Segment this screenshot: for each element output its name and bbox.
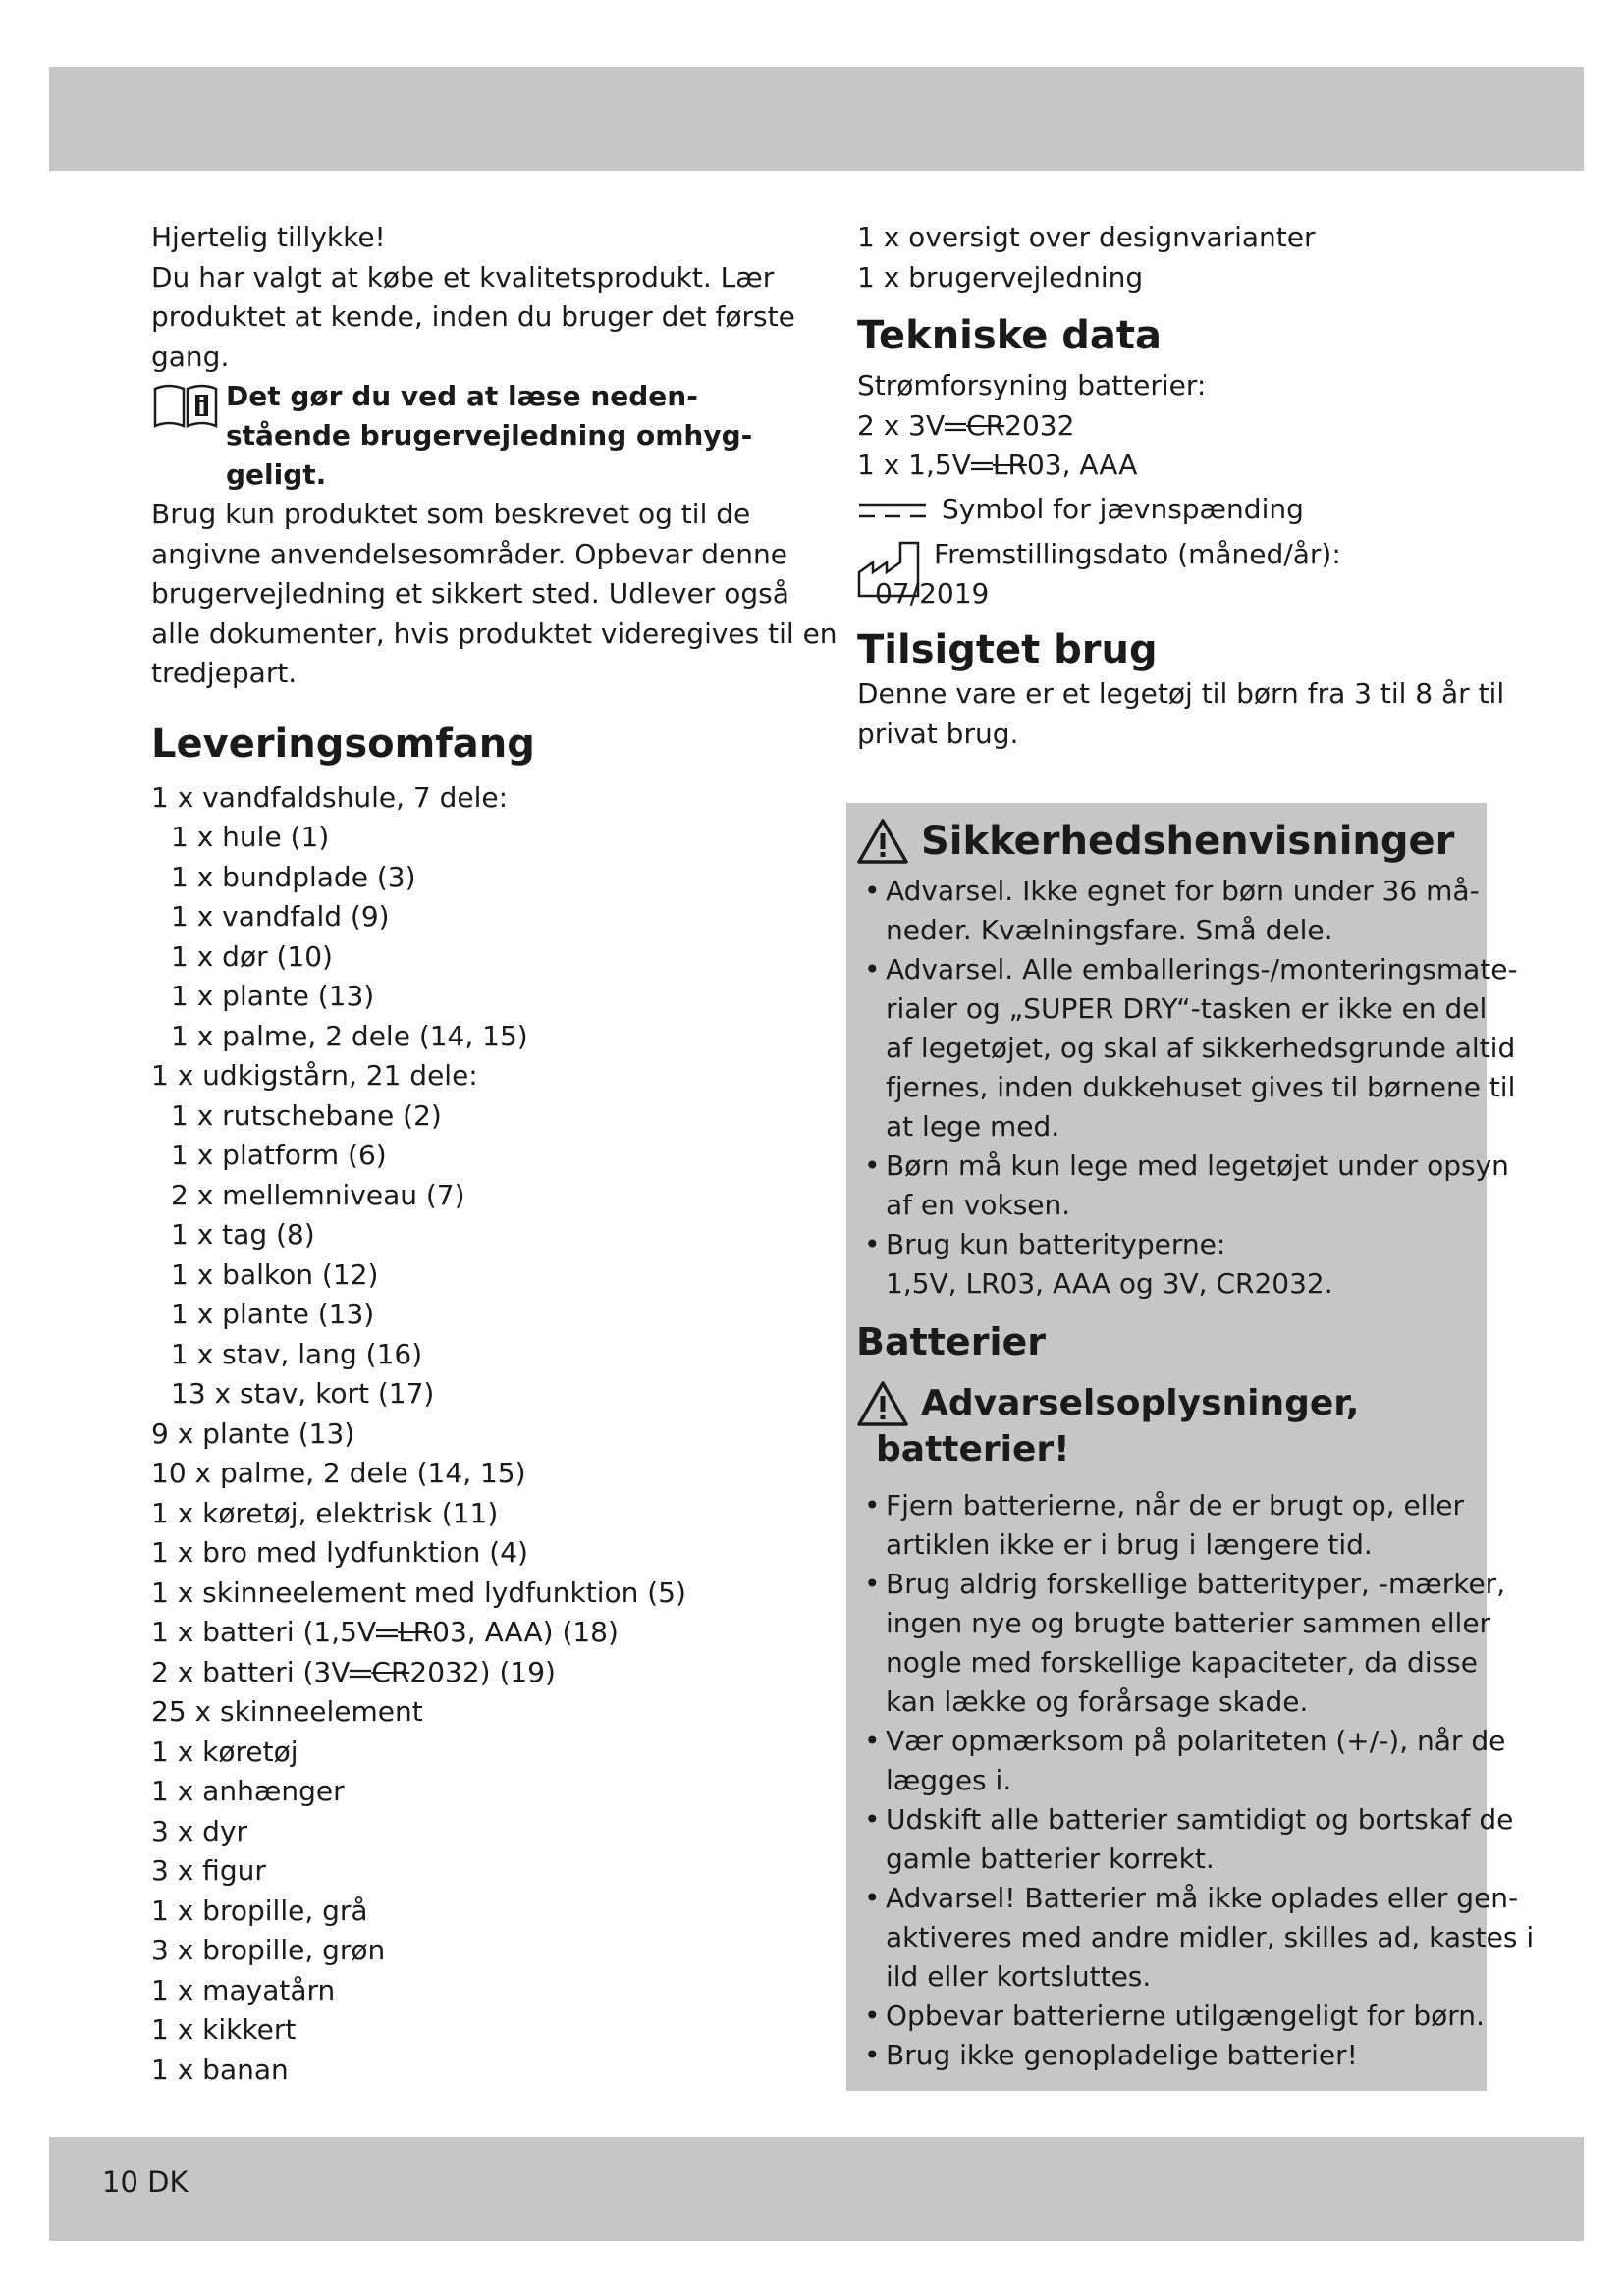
bullet-line: • Fjern batterierne, når de er brugt op, eller: [886, 1489, 1464, 1522]
delivery-item-battery: 1 x batteri (1,5V LR03, AAA) (18): [151, 1616, 619, 1648]
delivery-item: 1 x vandfaldshule, 7 dele:: [151, 780, 509, 814]
bullet-line: • Udskift alle batterier samtidigt og bortskaf de: [886, 1803, 1514, 1836]
bullet-line: neder. Kvælningsfare. Små dele.: [886, 914, 1333, 946]
delivery-item: 1 x tag (8): [171, 1218, 315, 1251]
intended-use-text: [857, 674, 1505, 754]
manufacture-label: Fremstillingsdato (måned/år):: [934, 538, 1341, 570]
page-number: 10 DK: [102, 2165, 189, 2199]
info-book-icon: [151, 381, 220, 428]
bullet-line: ild eller kortsluttes.: [886, 1960, 1152, 1993]
delivery-item: 1 x stav, lang (16): [171, 1337, 423, 1370]
safety-heading: Sikkerhedshenvisninger: [921, 819, 1455, 864]
bullet-line: af legetøjet, og skal af sikkerhedsgrunde altid: [886, 1032, 1516, 1064]
battery-list: [856, 1486, 1535, 2075]
bullet-line: nogle med forskellige kapaciteter, da disse: [886, 1646, 1478, 1679]
batteries-heading: Batterier: [856, 1320, 1046, 1363]
bullet-line: fjernes, inden dukkehuset gives til børnene til: [886, 1071, 1516, 1103]
delivery-item: 1 x bundplade (3): [171, 860, 416, 893]
battery-warning-heading: [856, 1380, 1475, 1472]
power-label: Strømforsyning batterier:: [857, 369, 1207, 401]
warning-icon: [856, 818, 909, 865]
delivery-heading: Leveringsomfang: [151, 721, 535, 767]
manufacture-row: [857, 535, 1486, 617]
bullet-line: • Brug aldrig forskellige batterityper, -mærker,: [886, 1568, 1506, 1600]
technical-heading: Tekniske data: [857, 313, 1163, 358]
delivery-item: 3 x dyr: [151, 1814, 248, 1847]
intro-text: [151, 218, 795, 377]
delivery-list: [151, 778, 780, 2091]
delivery-item: 1 x banan: [151, 2053, 289, 2086]
left-column: [151, 218, 838, 2090]
battery-spec: 2 x 3V CR2032: [857, 408, 1075, 442]
bullet-item: [856, 1879, 1535, 1997]
text-line: Denne vare er et legetøj til børn fra 3 til 8 år til: [857, 677, 1505, 710]
dc-symbol-icon: [350, 1664, 371, 1683]
bullet-item: [856, 1565, 1506, 1722]
bullet-item: [856, 1225, 1475, 1304]
delivery-item: 1 x hule (1): [171, 821, 330, 853]
intro-body: [151, 495, 838, 694]
body-line: angivne anvendelsesområder. Opbevar denne: [151, 537, 788, 570]
delivery-item: 1 x platform (6): [171, 1139, 387, 1171]
delivery-item: 1 x kikkert: [151, 2013, 297, 2046]
list-item: 1 x oversigt over designvarianter: [857, 221, 1316, 253]
delivery-item: 10 x palme, 2 dele (14, 15): [151, 1457, 526, 1489]
bullet-line: lægges i.: [886, 1764, 1012, 1796]
note-line: Det gør du ved at læse neden-: [226, 380, 698, 412]
manufacture-date: 07/2019: [875, 577, 990, 610]
delivery-item: 1 x bropille, grå: [151, 1894, 368, 1927]
bullet-item: [856, 1800, 1514, 1879]
bullet-line: • Advarsel! Batterier må ikke oplades eller gen-: [886, 1882, 1519, 1914]
delivery-item: 9 x plante (13): [151, 1416, 355, 1450]
dc-symbol-icon: [376, 1624, 398, 1643]
technical-data: [857, 366, 1486, 529]
safety-heading-row: [856, 817, 1475, 866]
bullet-item: [856, 1147, 1509, 1225]
footer-band: [49, 2137, 1584, 2241]
delivery-item: 1 x rutschebane (2): [171, 1098, 442, 1132]
right-column: [857, 218, 1505, 754]
delivery-item: 1 x plante (13): [171, 1298, 375, 1330]
battery-warning-line1: Advarselsoplysninger,: [921, 1383, 1360, 1423]
delivery-item: 1 x udkigstårn, 21 dele:: [151, 1059, 478, 1092]
warning-icon: [856, 1380, 909, 1427]
bullet-line: • Brug kun batterityperne:: [886, 1228, 1226, 1260]
intro-line: Hjertelig tillykke!: [151, 221, 386, 253]
bullet-line: • Advarsel. Alle emballerings-/monteringsmate-: [886, 953, 1518, 986]
dc-symbol-icon: [971, 456, 993, 476]
bullet-line: kan lække og forårsage skade.: [886, 1685, 1309, 1718]
bullet-item: [856, 1997, 1485, 2036]
contents-continued: [857, 218, 1486, 297]
note-line: geligt.: [226, 458, 327, 491]
delivery-item: 25 x skinneelement: [151, 1695, 423, 1728]
dc-symbol-row: Symbol for jævnspænding: [857, 490, 1486, 530]
delivery-item: 1 x køretøj, elektrisk (11): [151, 1496, 499, 1529]
bullet-item: [856, 2036, 1475, 2075]
delivery-item: 3 x figur: [151, 1854, 266, 1887]
read-manual-note: [151, 377, 780, 495]
bullet-line: af en voksen.: [886, 1189, 1071, 1221]
bullet-line: ingen nye og brugte batterier sammen eller: [886, 1607, 1491, 1639]
delivery-item: 1 x bro med lydfunktion (4): [151, 1536, 528, 1569]
bullet-line: • Brug ikke genopladelige batterier!: [886, 2039, 1358, 2071]
bullet-line: • Opbevar batterierne utilgængeligt for børn.: [886, 2000, 1485, 2032]
intro-line: Du har valgt at købe et kvalitetsprodukt. Lær: [151, 260, 775, 294]
bullet-line: 1,5V, LR03, AAA og 3V, CR2032.: [886, 1267, 1333, 1300]
delivery-item-battery: 2 x batteri (3V CR2032) (19): [151, 1655, 556, 1688]
intro-line: produktet at kende, inden du bruger det første: [151, 300, 795, 333]
bullet-item: [856, 1722, 1506, 1800]
body-line: alle dokumenter, hvis produktet videregives til en: [151, 616, 838, 650]
battery-warning-line2: batterier!: [876, 1429, 1070, 1469]
delivery-item: 1 x anhænger: [151, 1775, 345, 1807]
delivery-item: 1 x palme, 2 dele (14, 15): [171, 1019, 528, 1052]
delivery-item: 1 x køretøj: [151, 1735, 298, 1768]
bullet-line: gamle batterier korrekt.: [886, 1842, 1215, 1875]
header-band: [49, 67, 1584, 171]
bullet-item: [856, 950, 1518, 1147]
body-line: tredjepart.: [151, 657, 298, 689]
bullet-line: at lege med.: [886, 1110, 1060, 1143]
body-line: brugervejledning et sikkert sted. Udlever også: [151, 577, 789, 610]
list-item: 1 x brugervejledning: [857, 260, 1144, 294]
delivery-item: 1 x mayatårn: [151, 1973, 336, 2006]
bullet-line: • Børn må kun lege med legetøjet under opsyn: [886, 1149, 1509, 1182]
note-line: stående brugervejledning omhyg-: [226, 419, 753, 452]
intro-line: gang.: [151, 340, 230, 373]
bullet-line: rialer og „SUPER DRY“-tasken er ikke en del: [886, 992, 1488, 1025]
dc-voltage-icon: [857, 497, 928, 524]
bullet-line: artiklen ikke er i brug i længere tid.: [886, 1528, 1373, 1561]
delivery-item: 1 x dør (10): [171, 939, 333, 973]
delivery-item: 2 x mellemniveau (7): [171, 1178, 465, 1211]
battery-spec: 1 x 1,5V LR03, AAA: [857, 449, 1138, 481]
delivery-item: 1 x skinneelement med lydfunktion (5): [151, 1575, 686, 1609]
safety-list: [856, 872, 1518, 1304]
dc-symbol-icon: [945, 417, 966, 437]
bullet-item: [856, 1486, 1475, 1565]
delivery-item: 1 x vandfald (9): [171, 900, 390, 933]
safety-box: [846, 803, 1535, 2091]
delivery-item: 13 x stav, kort (17): [171, 1377, 435, 1410]
delivery-item: 3 x bropille, grøn: [151, 1934, 386, 1966]
body-line: Brug kun produktet som beskrevet og til de: [151, 498, 751, 530]
delivery-item: 1 x balkon (12): [171, 1257, 379, 1291]
delivery-item: 1 x plante (13): [171, 980, 375, 1012]
bullet-line: aktiveres med andre midler, skilles ad, kastes i: [886, 1921, 1535, 1953]
bullet-line: • Advarsel. Ikke egnet for børn under 36 må-: [886, 875, 1480, 907]
bullet-item: [856, 872, 1480, 950]
intended-use-heading: Tilsigtet brug: [857, 627, 1158, 672]
text-line: privat brug.: [857, 717, 1019, 750]
bullet-line: • Vær opmærksom på polariteten (+/-), når de: [886, 1725, 1506, 1757]
